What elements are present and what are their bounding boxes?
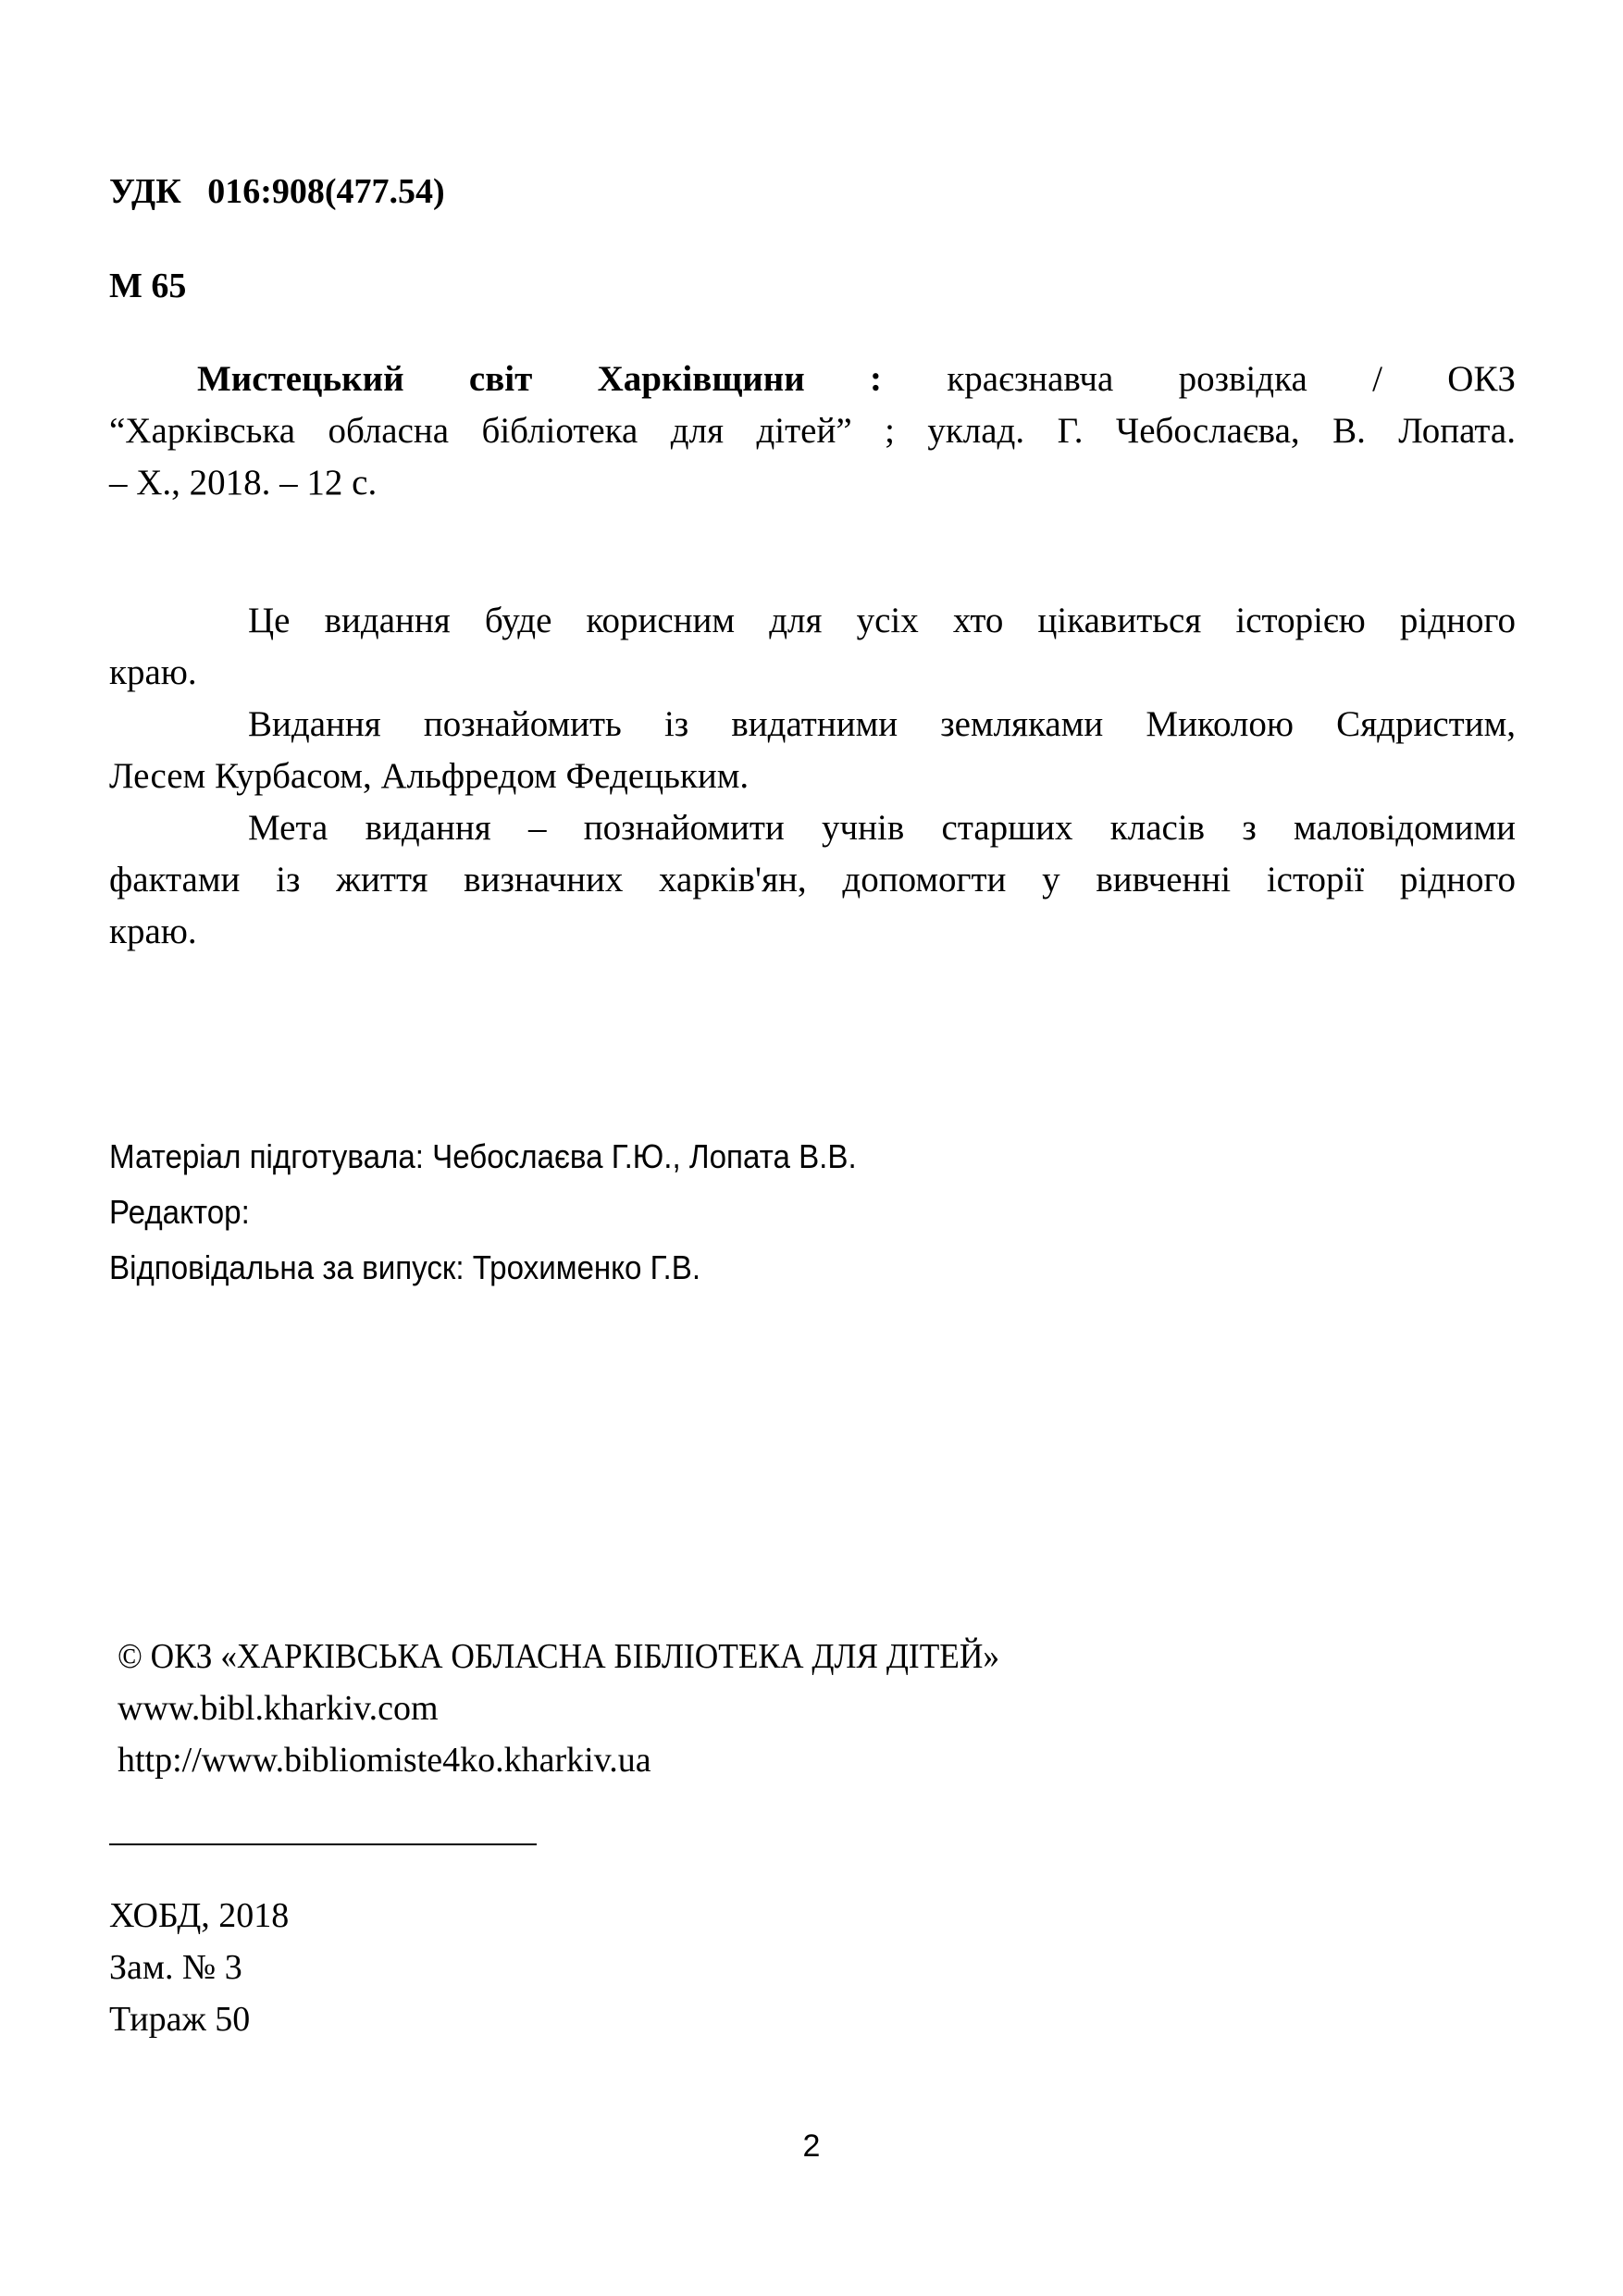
abstract-p3-line3: краю.: [109, 912, 197, 951]
bibliographic-record: [109, 354, 1516, 509]
responsible-for-release: Відповідальна за випуск: Трохименко Г.В.: [109, 1248, 701, 1286]
abstract-p3-line2: фактами із життя визначних харків'ян, допомогти у вивченні історії рідного: [109, 860, 1516, 900]
editor: Редактор:: [109, 1193, 250, 1231]
abstract-p2-line1: Видання познайомить із видатними земляками Миколою Сядристим,: [248, 704, 1516, 744]
record-title: Мистецький світ Харківщини :: [197, 359, 882, 399]
abstract-p1-line2: краю.: [109, 652, 197, 692]
abstract-p3-line1: Мета видання – познайомити учнів старших класів з маловідомими: [248, 808, 1516, 848]
record-description: краєзнавча розвідка / ОКЗ: [882, 359, 1517, 399]
abstract: [109, 595, 1516, 958]
imprint: [109, 1890, 289, 2045]
udk-code: УДК 016:908(477.54): [109, 172, 445, 211]
abstract-p1-line1: Це видання буде корисним для усіх хто цікавиться історією рідного: [248, 601, 1516, 640]
record-line-3: – Х., 2018. – 12 с.: [109, 463, 378, 503]
credits: [109, 1129, 922, 1296]
website-link-2: http://www.bibliomiste4ko.kharkiv.ua: [118, 1741, 651, 1780]
copyright-holder: © ОКЗ «ХАРКІВСЬКА ОБЛАСНА БІБЛІОТЕКА ДЛЯ ДІТЕЙ»: [118, 1637, 1000, 1676]
author-sign: М 65: [109, 267, 187, 305]
abstract-p2-line2: Лесем Курбасом, Альфредом Федецьким.: [109, 756, 750, 796]
copyright-block: [118, 1631, 1066, 1786]
publisher-year: ХОБД, 2018: [109, 1896, 290, 1935]
print-run: Тираж 50: [109, 2000, 251, 2039]
record-line-2: “Харківська обласна бібліотека для дітей” ; уклад. Г. Чебослаєва, В. Лопата.: [109, 411, 1516, 451]
website-link-1: www.bibl.kharkiv.com: [118, 1689, 439, 1728]
divider-line: [109, 1843, 537, 1845]
order-number: Зам. № 3: [109, 1948, 242, 1987]
page-number: 2: [802, 2128, 821, 2164]
prepared-by: Матеріал підготувала: Чебослаєва Г.Ю., Лопата В.В.: [109, 1137, 857, 1175]
